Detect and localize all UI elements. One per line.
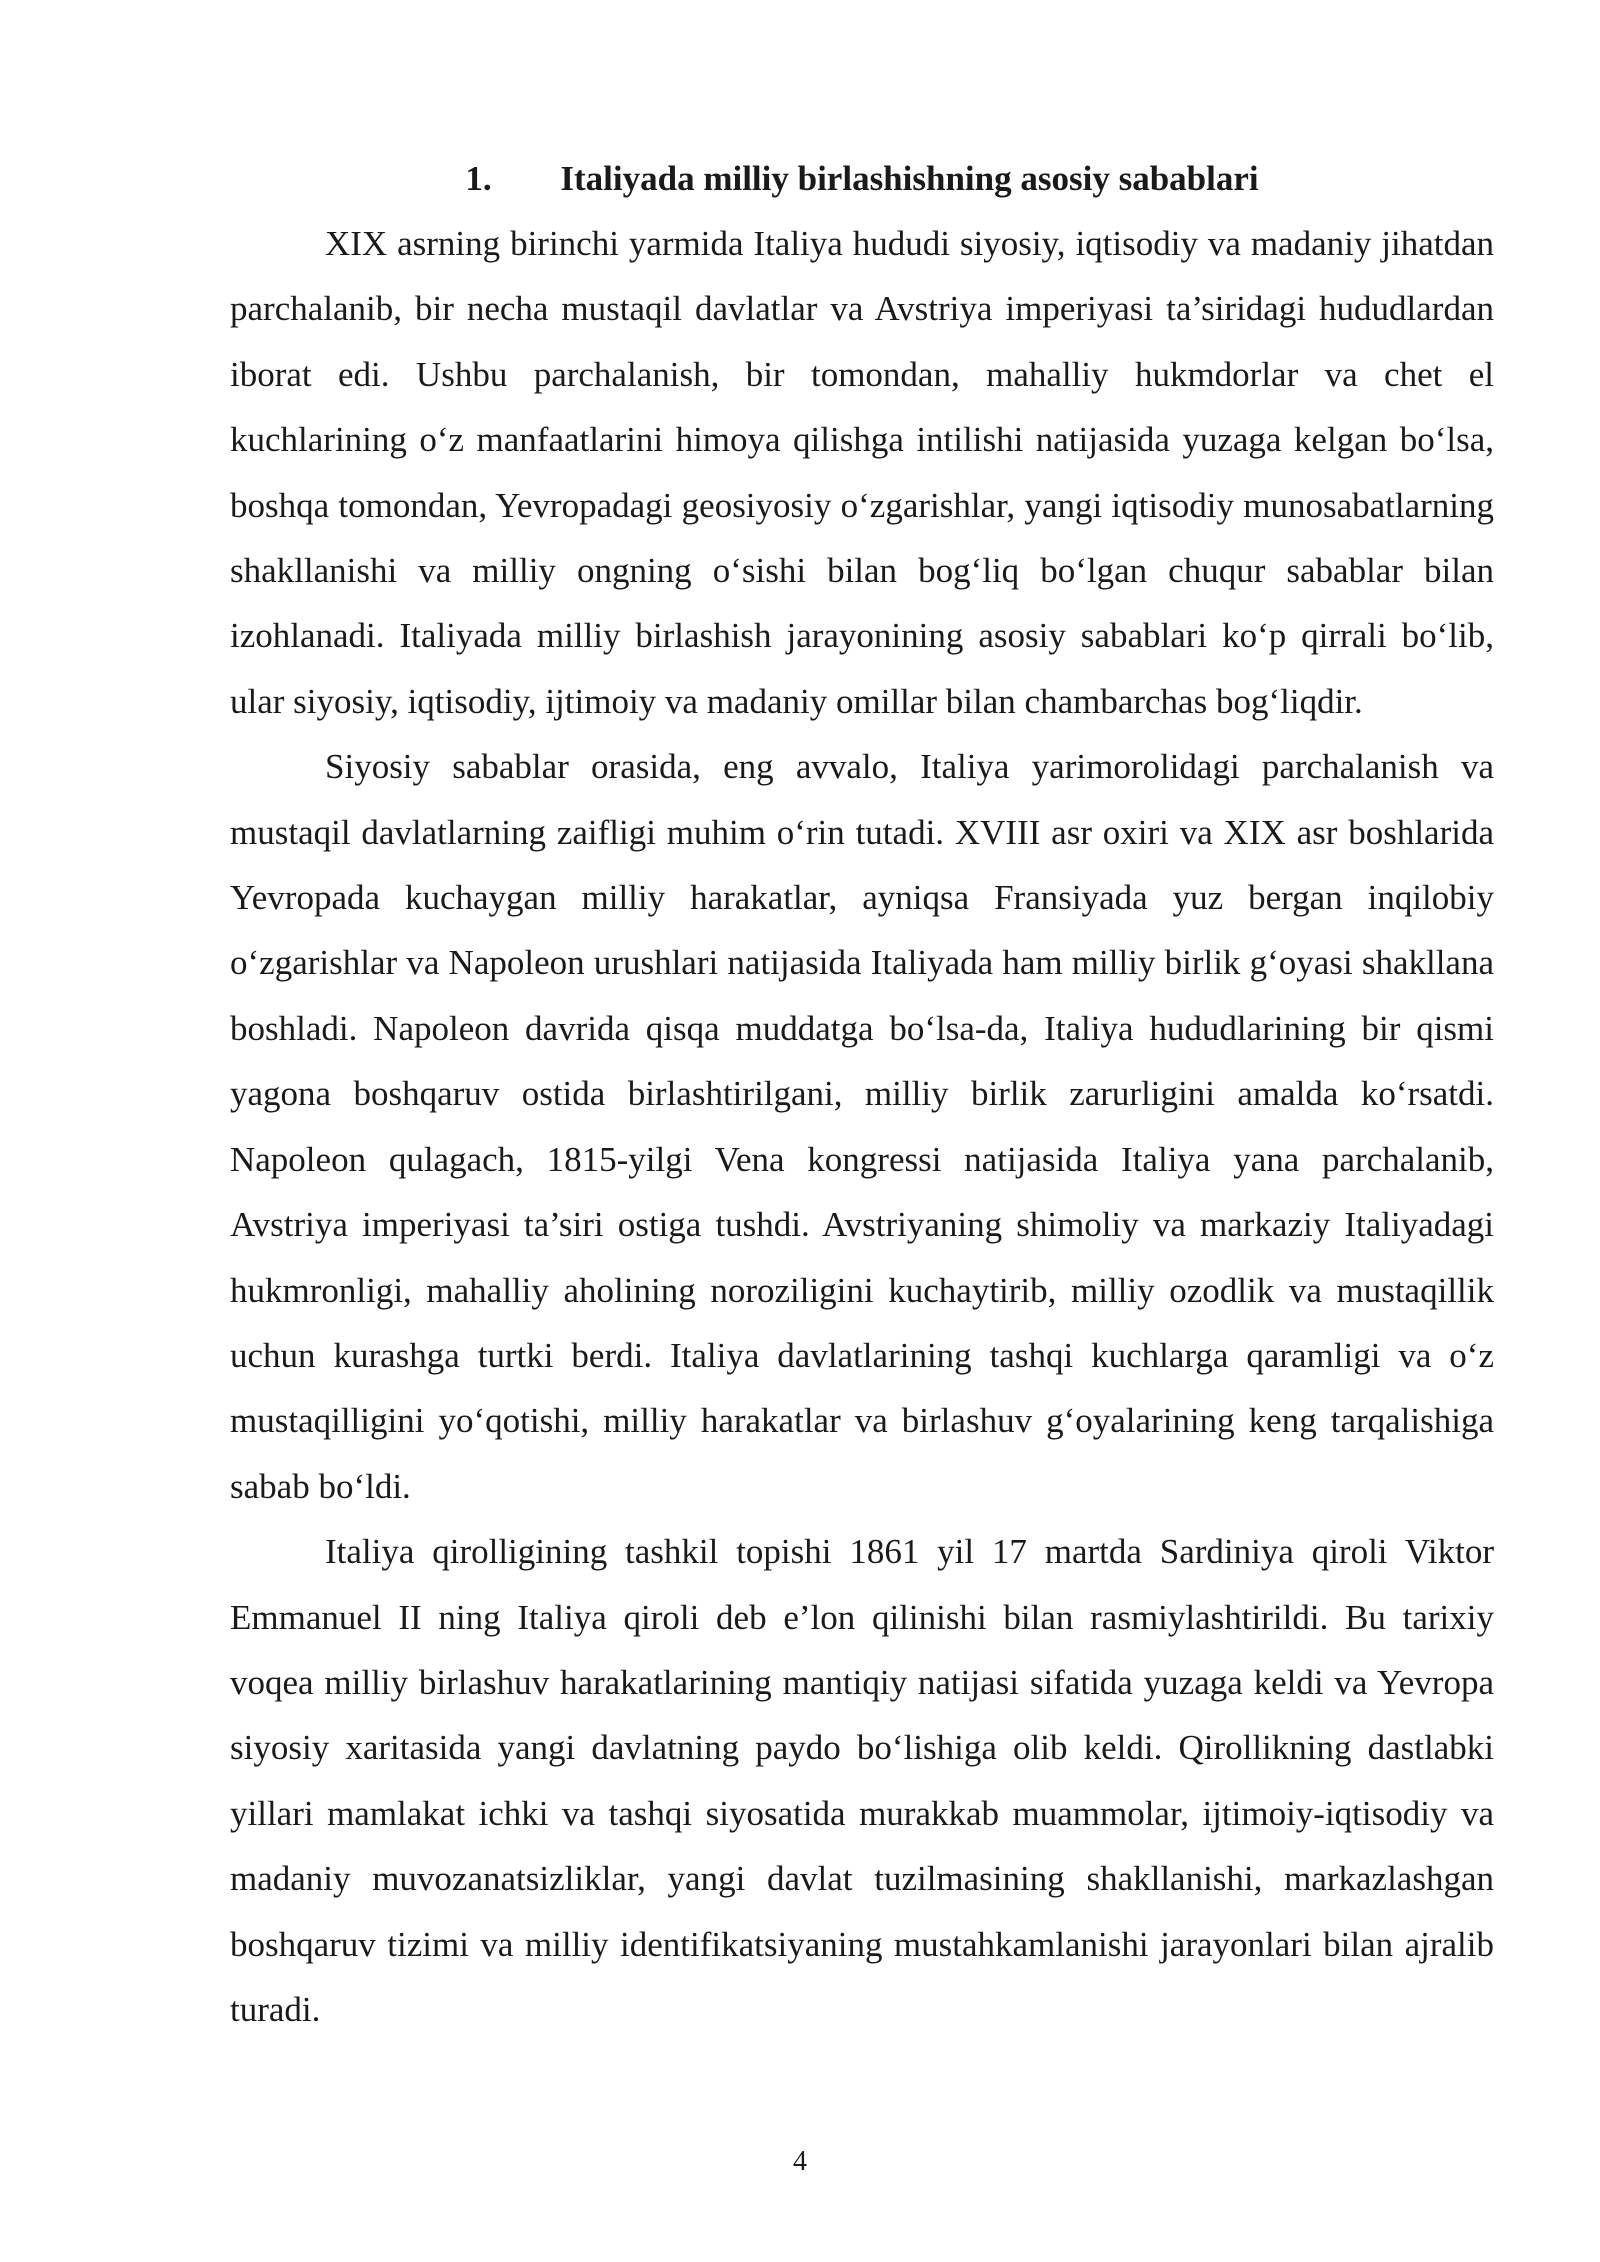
paragraph-1: XIX asrning birinchi yarmida Italiya hududi siyosiy, iqtisodiy va madaniy jihatdan parchalanib, bir necha mustaqil davlatlar va Avstriya imperiyasi ta’siridagi hududlardan iborat edi. Ushbu parchalanish, bir tomondan, mahalliy hukmdorlar va chet el kuchlarining o‘z manfaatlarini himoya qilishga intilishi natijasida yuzaga kelgan bo‘lsa, boshqa tomondan, Yevropadagi geosiyosiy o‘zgarishlar, yangi iqtisodiy munosabatlarning shakllanishi va milliy ongning o‘sishi bilan bog‘liq bo‘lgan chuqur sabablar bilan izohlanadi. Italiyada milliy birlashish jarayonining asosiy sabablari ko‘p qirrali bo‘lib, ular siyosiy, iqtisodiy, ijtimoiy va madaniy omillar bilan chambarchas bog‘liqdir. <box>230 224 1494 721</box>
paragraph-2: Siyosiy sabablar orasida, eng avvalo, Italiya yarimorolidagi parchalanish va mustaqil davlatlarning zaifligi muhim o‘rin tutadi. XVIII asr oxiri va XIX asr boshlarida Yevropada kuchaygan milliy harakatlar, ayniqsa Fransiyada yuz bergan inqilobiy o‘zgarishlar va Napoleon urushlari natijasida Italiyada ham milliy birlik g‘oyasi shakllana boshladi. Napoleon davrida qisqa muddatga bo‘lsa-da, Italiya hududlarining bir qismi yagona boshqaruv ostida birlashtirilgani, milliy birlik zarurligini amalda ko‘rsatdi. Napoleon qulagach, 1815-yilgi Vena kongressi natijasida Italiya yana parchalanib, Avstriya imperiyasi ta’siri ostiga tushdi. Avstriyaning shimoliy va markaziy Italiyadagi hukmronligi, mahalliy aholining noroziligini kuchaytirib, milliy ozodlik va mustaqillik uchun kurashga turtki berdi. Italiya davlatlarining tashqi kuchlarga qaramligi va o‘z mustaqilligini yo‘qotishi, milliy harakatlar va birlashuv g‘oyalarining keng tarqalishiga sabab bo‘ldi. <box>230 747 1494 1506</box>
page-number: 4 <box>793 2146 807 2177</box>
section-number: 1. <box>465 159 492 198</box>
page-content <box>230 146 1494 2042</box>
section-title: Italiyada milliy birlashishning asosiy sabablari <box>560 159 1259 198</box>
paragraph-3: Italiya qirolligining tashkil topishi 1861 yil 17 martda Sardiniya qiroli Viktor Emmanuel II ning Italiya qiroli deb e’lon qilinishi bilan rasmiylashtirildi. Bu tarixiy voqea milliy birlashuv harakatlarining mantiqiy natijasi sifatida yuzaga keldi va Yevropa siyosiy xaritasida yangi davlatning paydo bo‘lishiga olib keldi. Qirollikning dastlabki yillari mamlakat ichki va tashqi siyosatida murakkab muammolar, ijtimoiy-iqtisodiy va madaniy muvozanatsizliklar, yangi davlat tuzilmasining shakllanishi, markazlashgan boshqaruv tizimi va milliy identifikatsiyaning mustahkamlanishi jarayonlari bilan ajralib turadi. <box>230 1532 1494 2029</box>
section-heading <box>230 146 1494 211</box>
